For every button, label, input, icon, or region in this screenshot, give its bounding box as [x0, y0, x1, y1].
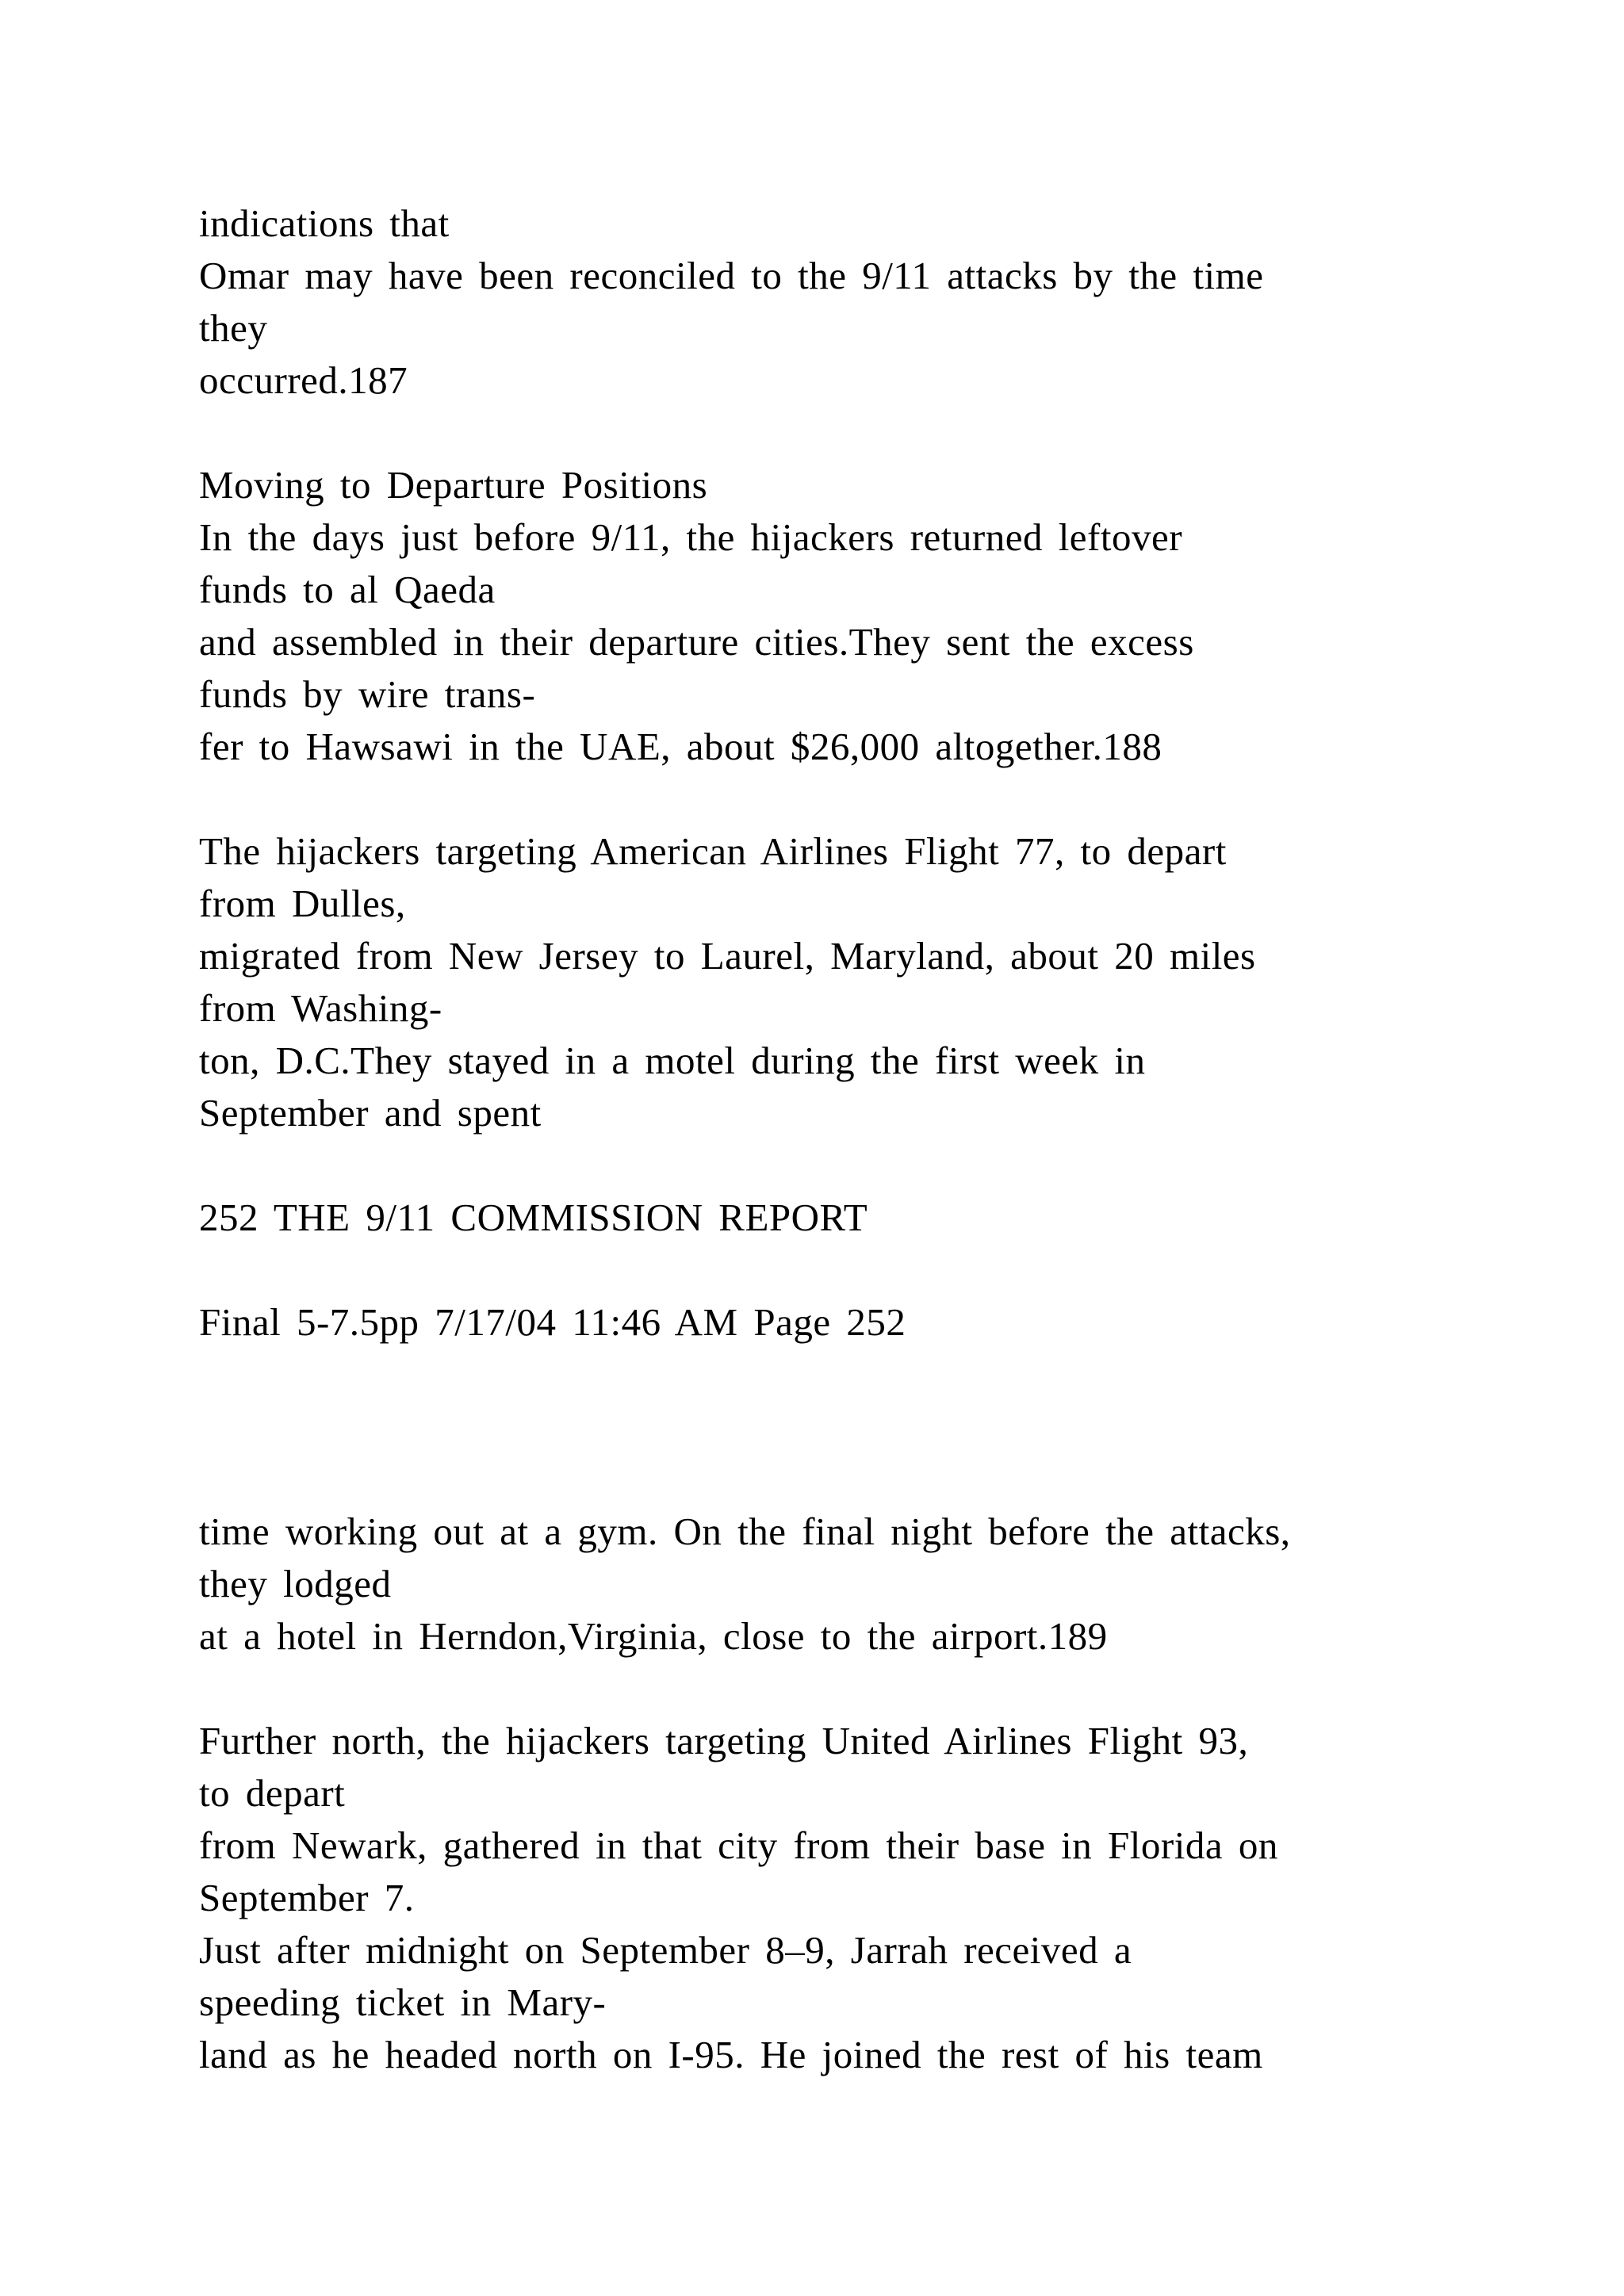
blank-line	[199, 1663, 1547, 1715]
text-line: time working out at a gym. On the final night before the attacks,	[199, 1510, 1291, 1553]
document-body	[199, 197, 1547, 2081]
blank-line	[199, 1139, 1547, 1192]
text-line: The hijackers targeting American Airlines Flight 77, to depart	[199, 829, 1227, 873]
text-line: Further north, the hijackers targeting United Airlines Flight 93,	[199, 1719, 1249, 1762]
running-footer: 252 THE 9/11 COMMISSION REPORT	[199, 1196, 868, 1239]
text-line: funds by wire trans-	[199, 672, 536, 716]
text-line: from Newark, gathered in that city from their base in Florida on	[199, 1823, 1278, 1867]
section-heading: Moving to Departure Positions	[199, 463, 708, 507]
text-line: September and spent	[199, 1091, 542, 1135]
text-line: occurred.187	[199, 358, 408, 402]
text-line: from Washing-	[199, 986, 442, 1030]
text-line: indications that	[199, 201, 450, 245]
text-line: migrated from New Jersey to Laurel, Maryland, about 20 miles	[199, 934, 1256, 978]
text-line: they lodged	[199, 1562, 392, 1605]
text-line: September 7.	[199, 1876, 415, 1919]
text-line: Just after midnight on September 8–9, Jarrah received a	[199, 1928, 1132, 1972]
text-line: Omar may have been reconciled to the 9/11 attacks by the time	[199, 254, 1264, 297]
text-line: to depart	[199, 1771, 346, 1815]
blank-line	[199, 407, 1547, 459]
text-line: In the days just before 9/11, the hijackers returned leftover	[199, 515, 1183, 559]
page-break-gap	[199, 1349, 1547, 1506]
text-line: at a hotel in Herndon,Virginia, close to the airport.189	[199, 1614, 1108, 1658]
blank-line	[199, 1244, 1547, 1296]
text-line: land as he headed north on I-95. He joined the rest of his team	[199, 2033, 1263, 2076]
text-line: speeding ticket in Mary-	[199, 1980, 607, 2024]
print-slug: Final 5-7.5pp 7/17/04 11:46 AM Page 252	[199, 1300, 906, 1344]
text-line: they	[199, 306, 268, 350]
text-line: from Dulles,	[199, 882, 406, 925]
text-line: ton, D.C.They stayed in a motel during the first week in	[199, 1039, 1146, 1082]
text-line: and assembled in their departure cities.They sent the excess	[199, 620, 1194, 664]
text-line: funds to al Qaeda	[199, 568, 496, 611]
blank-line	[199, 773, 1547, 825]
text-line: fer to Hawsawi in the UAE, about $26,000 altogether.188	[199, 725, 1162, 768]
